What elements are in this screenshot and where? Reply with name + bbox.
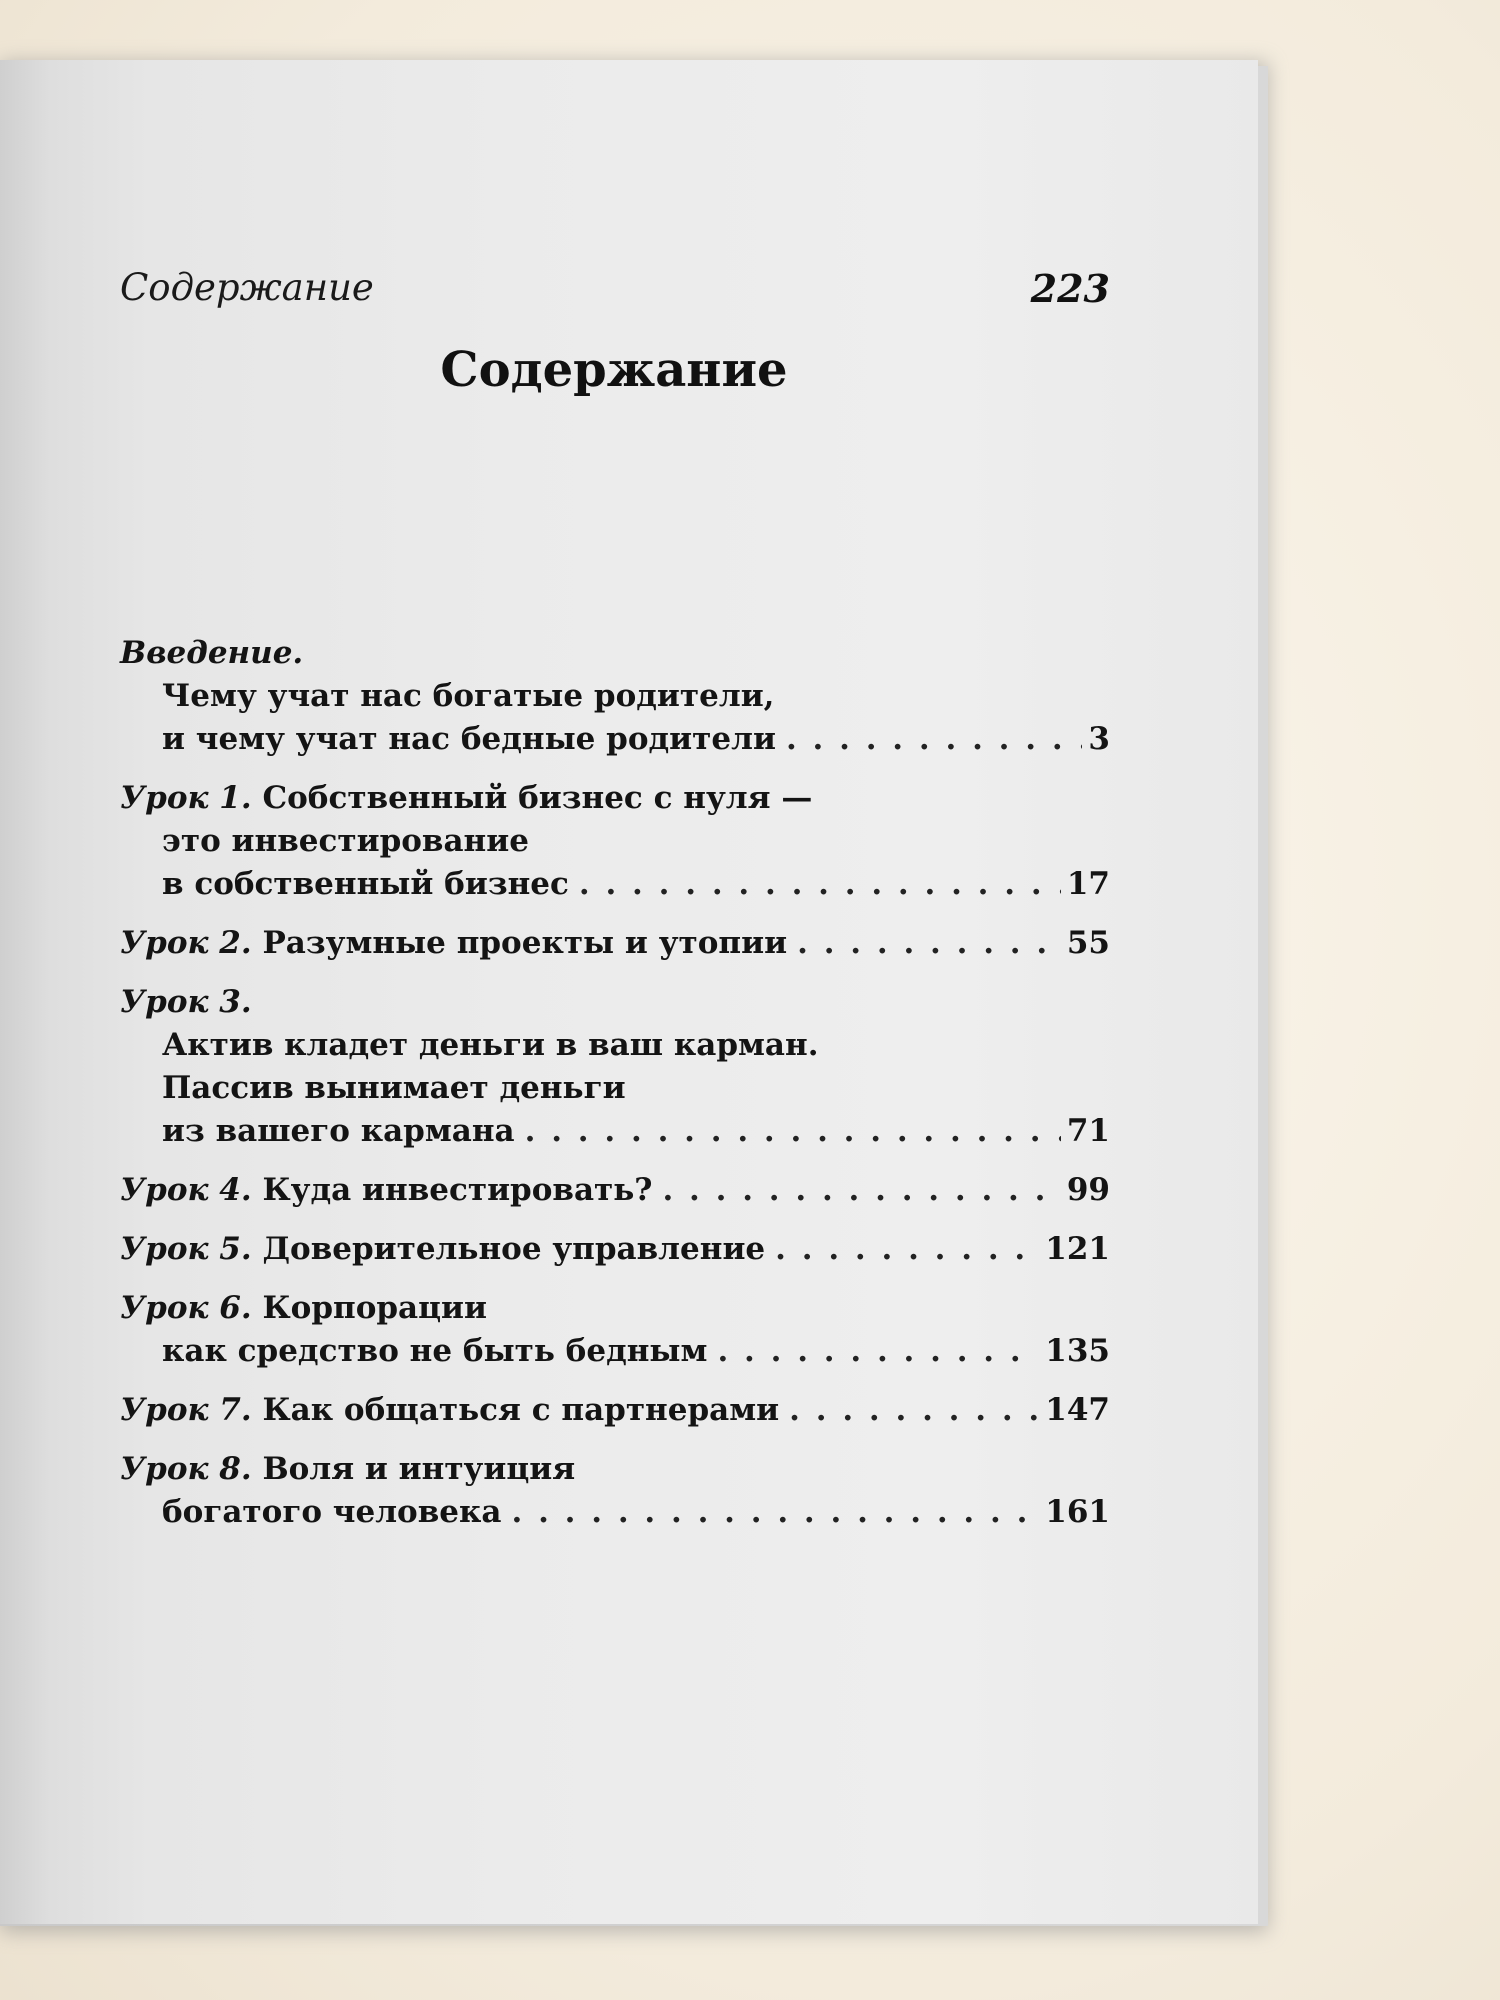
entry-text: и чему учат нас бедные родители [162,721,776,757]
entry-text: Как общаться с партнерами [262,1392,780,1428]
entry-label: Урок 1. [120,780,252,816]
entry-text: Актив кладет деньги в ваш карман. [162,1027,819,1063]
entry-label: Урок 4. [120,1172,252,1208]
entry-text: из вашего кармана [162,1113,515,1149]
toc-entry-lesson-3 [120,981,1110,1153]
book-page [0,60,1258,1924]
entry-text: Собственный бизнес с нуля — [262,780,813,816]
toc-entry-lesson-5 [120,1228,1110,1271]
entry-page-number: 55 [1066,925,1110,961]
toc-title: Содержание [440,342,788,398]
leader-dots [717,1330,1039,1373]
entry-text: Корпорации [262,1290,488,1326]
entry-page-number: 3 [1088,721,1110,757]
entry-page-number: 17 [1066,866,1110,902]
running-title: Содержание [120,266,374,309]
entry-text: Доверительное управление [262,1231,766,1267]
entry-page-number: 71 [1066,1113,1110,1149]
toc-entry-lesson-2 [120,922,1110,965]
entry-page-number: 135 [1045,1333,1110,1369]
entry-label: Урок 5. [120,1231,252,1267]
entry-label: Урок 2. [120,925,252,961]
entry-label: Введение. [120,635,304,671]
entry-page-number: 121 [1045,1231,1110,1267]
leader-dots [662,1169,1060,1212]
entry-text: Воля и интуиция [262,1451,576,1487]
entry-label: Урок 7. [120,1392,252,1428]
leader-dots [789,1389,1039,1432]
entry-label: Урок 8. [120,1451,252,1487]
entry-page-number: 161 [1045,1494,1110,1530]
running-head [120,266,1110,326]
entry-text: это инвестирование [162,823,529,859]
toc-entry-lesson-8 [120,1448,1110,1534]
entry-text: в собственный бизнес [162,866,569,902]
entry-page-number: 147 [1045,1392,1110,1428]
toc-entry-lesson-1 [120,777,1110,906]
entry-text: Разумные проекты и утопии [262,925,788,961]
entry-label: Урок 3. [120,984,252,1020]
page-number: 223 [1030,266,1110,311]
entry-label: Урок 6. [120,1290,252,1326]
toc-entry-lesson-4 [120,1169,1110,1212]
toc-entry-lesson-7 [120,1389,1110,1432]
toc-entry-introduction [120,632,1110,761]
entry-text: Чему учат нас богатые родители, [162,678,775,714]
table-of-contents [120,632,1110,1550]
toc-entry-lesson-6 [120,1287,1110,1373]
leader-dots [775,1228,1039,1271]
leader-dots [511,1491,1039,1534]
entry-page-number: 99 [1066,1172,1110,1208]
entry-text: богатого человека [162,1494,502,1530]
entry-text: Куда инвестировать? [262,1172,653,1208]
leader-dots [786,718,1082,761]
leader-dots [525,1110,1061,1153]
entry-text: как средство не быть бедным [162,1333,708,1369]
leader-dots [797,922,1061,965]
leader-dots [579,863,1061,906]
entry-text: Пассив вынимает деньги [162,1070,626,1106]
